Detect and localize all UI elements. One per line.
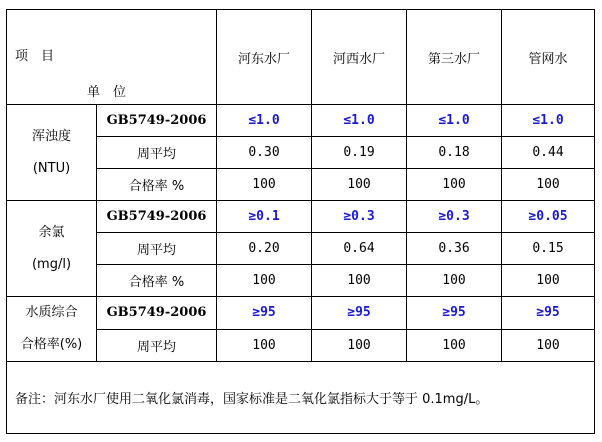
cell-value: 100	[217, 169, 312, 201]
row-label: GB5749-2006	[97, 105, 217, 137]
cell-value: 100	[407, 329, 502, 362]
limit-value: ≥95	[312, 297, 407, 330]
row-label: GB5749-2006	[97, 201, 217, 233]
category-turbidity	[7, 105, 97, 201]
item-label: 项 目	[15, 48, 55, 64]
limit-value: ≥0.05	[502, 201, 595, 233]
table-note: 备注：河东水厂使用二氧化氯消毒，国家标准是二氧化氯指标大于等于 0.1mg/L。	[7, 362, 595, 434]
cell-value: 0.15	[502, 233, 595, 265]
row-label: 周平均	[97, 329, 217, 362]
header-row	[7, 10, 595, 105]
category-name: 余氯	[38, 224, 65, 240]
limit-value: ≤1.0	[312, 105, 407, 137]
limit-value: ≥0.3	[312, 201, 407, 233]
note-row	[7, 362, 595, 434]
plant-header-third: 第三水厂	[407, 10, 502, 105]
limit-value: ≤1.0	[502, 105, 595, 137]
cell-value: 100	[407, 265, 502, 297]
plant-header-hexi: 河西水厂	[312, 10, 407, 105]
water-quality-table	[6, 9, 595, 434]
cell-value: 100	[502, 265, 595, 297]
cell-value: 100	[407, 169, 502, 201]
row-label: 周平均	[97, 233, 217, 265]
category-name: 浑浊度	[31, 128, 71, 144]
cell-value: 0.64	[312, 233, 407, 265]
cell-value: 0.30	[217, 137, 312, 169]
plant-header-network: 管网水	[502, 10, 595, 105]
cell-value: 100	[312, 329, 407, 362]
table-row	[7, 105, 595, 137]
limit-value: ≥0.1	[217, 201, 312, 233]
plant-header-hedong: 河东水厂	[217, 10, 312, 105]
limit-value: ≤1.0	[407, 105, 502, 137]
cell-value: 0.20	[217, 233, 312, 265]
row-label: 合格率 %	[97, 265, 217, 297]
cell-value: 0.19	[312, 137, 407, 169]
limit-value: ≥95	[502, 297, 595, 330]
category-name: 水质综合	[25, 305, 78, 320]
row-label: GB5749-2006	[97, 297, 217, 330]
table-row	[7, 201, 595, 233]
unit-label: 单 位	[87, 84, 127, 100]
limit-value: ≥0.3	[407, 201, 502, 233]
cell-value: 0.18	[407, 137, 502, 169]
limit-value: ≤1.0	[217, 105, 312, 137]
limit-value: ≥95	[407, 297, 502, 330]
cell-value: 100	[217, 265, 312, 297]
category-unit: 合格率(%)	[20, 337, 83, 352]
category-unit: (mg/l)	[31, 256, 72, 272]
cell-value: 100	[502, 169, 595, 201]
category-overall-pass-rate	[7, 297, 97, 362]
header-corner-cell	[7, 10, 217, 105]
cell-value: 100	[312, 265, 407, 297]
limit-value: ≥95	[217, 297, 312, 330]
cell-value: 0.44	[502, 137, 595, 169]
row-label: 合格率 %	[97, 169, 217, 201]
cell-value: 100	[312, 169, 407, 201]
category-residual-chlorine	[7, 201, 97, 297]
cell-value: 100	[217, 329, 312, 362]
row-label: 周平均	[97, 137, 217, 169]
cell-value: 0.36	[407, 233, 502, 265]
cell-value: 100	[502, 329, 595, 362]
category-unit: (NTU)	[32, 160, 71, 176]
table-row	[7, 297, 595, 330]
